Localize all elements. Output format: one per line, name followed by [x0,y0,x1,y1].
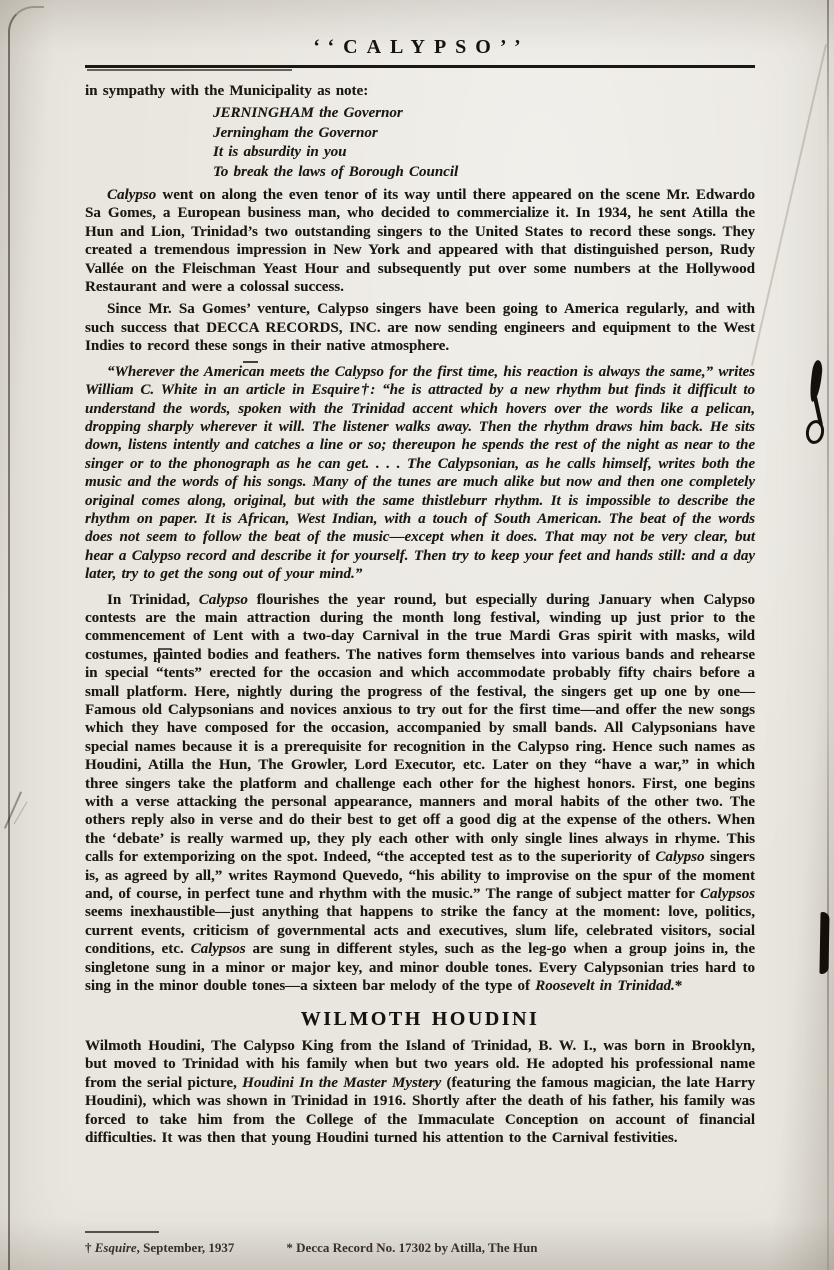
page-body [0,82,834,1147]
footnote-line [85,1240,755,1256]
footnote-area [85,1231,755,1256]
footnote-rule [85,1231,159,1233]
paragraph-wilmoth-houdini: Wilmoth Houdini, The Calypso King from the Island of Trinidad, B. W. I., was born in Brooklyn, but moved to Trinidad with his family when but two years old. He adopted his professional name from the serial picture, Houdini In the Master Mystery (featuring the famous magician, the late Harry Houdini), which was shown in Trinidad in 1916. Shortly after the death of his father, his family was forced to take him from the College of the Immaculate Conception on account of financial difficulties. It was then that young Houdini turned his attention to the Carnival festivities. [85,1037,755,1146]
paragraph-trinidad-festival: In Trinidad, Calypso flourishes the year round, but especially during January when Calypso contests are the main attraction during the month long festival, winding up just prior to the commencement of Lent with a two-day Carnival in the true Mardi Gras spirit with masks, wild costumes, painted bodies and feathers. The natives form themselves into various bands and rehearse in special “tents” erected for the occasion and which accommodate probably fifty chairs before a small platform. Here, nightly during the progress of the festival, the singers get up one by one—Famous old Calypsonians and novices anxious to try out for the first time—and offer the new songs which they have composed for the occasion, accompanied by small bands. All Calypsonians have special names because it is a prerequisite for recognition in the Calypso ring. Hence such names as Houdini, Atilla the Hun, The Growler, Lord Executor, etc. Later on they “have a war,” in which three singers take the platform and challenge each other for the highest honors. First, one begins with a verse attacking the personal appearance, manners and moral habits of the other two. The others reply also in verse and do their best to get off a good dig at the expense of the others. When the ‘debate’ is really warmed up, they ply each other with only single lines always in rhyme. This calls for extemporizing on the spot. Indeed, “the accepted test as to the superiority of Calypso singers is, as agreed by all,” writes Raymond Quevedo, “his ability to improvise on the spur of the moment and, of course, in perfect tune and rhythm with the music.” The range of subject matter for Calypsos seems inexhaustible—just anything that happens to strike the fancy at the moment: love, politics, current events, criticism of governmental acts and executives, slum life, celebrated visitors, social conditions, etc. Calypsos are sung in different styles, such as the leg-go when a group joins in, the singletone sung in a minor or major key, and minor double tones. Every Calypsonian tries hard to sing in the minor double tones—a sixteen bar melody of the type of Roosevelt in Trinidad.* [85,591,756,995]
verse-line-3: It is absurdity in you [213,144,347,161]
title-rule [85,65,755,68]
section-heading-wilmoth-houdini: WILMOTH HOUDINI [300,1007,540,1030]
page-title: ‘‘CALYPSO’’ [313,36,530,58]
paragraph-sa-gomes: Calypso went on along the even tenor of its way until there appeared on the scene Mr. Edwardo Sa Gomes, a European business man, who decided to commercialize it. In 1934, he sent Atilla the Hun and Lion, Trinidad’s two outstanding singers to the United States to record these songs. They created a tremendous impression in New York and appeared with that distinguished person, Rudy Vallée on the Fleischman Yeast Hour and subsequently put over some numbers at the Hollywood Restaurant and were a colossal success. [85,187,755,296]
paragraph-decca: Since Mr. Sa Gomes’ venture, Calypso singers have been going to America regularly, and with such success that DECCA RECORDS, INC. are now sending engineers and equipment to the West Indies to record these songs in their native atmosphere. [85,301,755,355]
paragraph-esquire-quote: “Wherever the American meets the Calypso for the first time, his reaction is always the same,” writes William C. White in an article in Esquire†: “he is attracted by a new rhythm but finds it difficult to understand the words, spoken with the Trinidad accent which hovers over the words like a pelican, dropping sharply wherever it will. The listener walks away. Then the rhythm draws him back. He sits down, listens intently and catches a line or so; thereupon he spends the rest of the night as near to the singer or to the phonograph as he can get. . . . The Calypsonian, as he calls himself, writes both the music and the words of his songs. Many of the tunes are much alike but now and then one completely original comes along, original, but with the same thistleburr rhythm. It is impossible to describe the rhythm on paper. It is African, West Indian, with a touch of South American. The beat of the words does not seem to follow the beat of the music—except when it does. That may not be very clear, but hear a Calypso record and describe it for yourself. Then try to keep your feet and hands still: and a day later, try to get the song out of your mind.” [85,363,755,583]
footnote-decca: * Decca Record No. 17302 by Atilla, The Hun [286,1240,538,1255]
verse-line-4: To break the laws of Borough Council [213,163,459,180]
verse-line-2: Jerningham the Governor [213,124,378,141]
footnote-esquire: † Esquire, September, 1937 [85,1240,235,1255]
paragraph-intro: in sympathy with the Municipality as note: [85,83,369,99]
verse-line-1: JERNINGHAM the Governor [213,105,403,122]
verse-block [213,104,755,182]
